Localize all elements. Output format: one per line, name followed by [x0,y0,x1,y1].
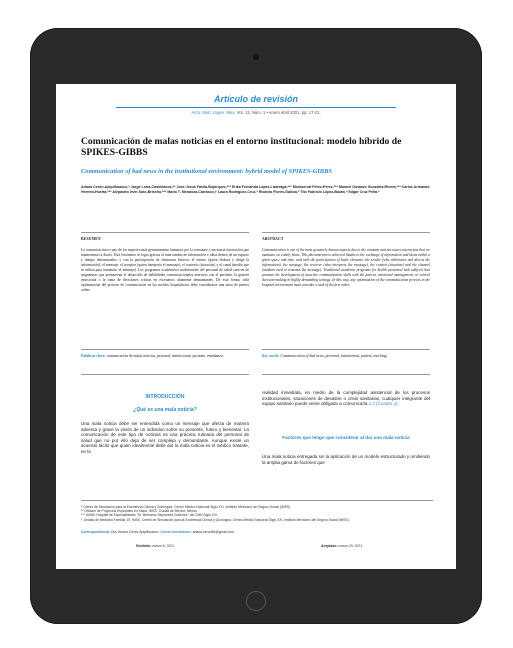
journal-name: Arch. Med. Urgen. Mex. [191,110,236,115]
footnotes [81,505,433,522]
keywords-spanish [81,354,249,359]
footnote: *** UMAE Hospital de Especialidades "Dr. Bernardo Sepúlveda Gutiérrez" del CMN Siglo XXI [81,513,217,518]
keywords-text: comunicación de malas noticias, personal, institucional, paciente, enseñanza. [105,354,224,358]
document-page [56,84,456,569]
camera-dot-icon [253,54,259,60]
abstract-heading: RESUMEN [81,237,101,241]
keywords-english [262,354,430,359]
footnote: * Centro de Simulación para la Excelencia Clínica y Quirúrgica. Centro Médico Nacional Siglo XXI, Instituto Mexicano del Seguro Social (IMSS) [81,505,291,509]
section-rule [116,107,396,108]
factors-heading: Factores que tengo que considerar al dar una mala noticia [282,435,410,440]
abstract-spanish [81,237,249,293]
correspondence-name: Dra. Ariana Cerón-Apipilhuasco. [110,530,161,534]
correspondence-line [81,530,433,534]
intro-heading: INTRODUCCIÓN [145,394,185,400]
article-title: Comunicación de malas noticias en el entorno institucional: modelo híbrido de SPIKES-GIBBS [81,136,402,158]
accepted-label: Aceptado: [321,544,338,548]
abstract-english [262,237,430,288]
citation-details: Vol. 13, Núm. 1 • enero abril 2021, pp: 17-21. [235,110,321,115]
keywords-label: Palabras clave: [81,354,106,358]
table-reference: 1,2 (Cuadro 1). [368,401,399,407]
article-subtitle: Communication of bad news in the institutional environment: hybrid model of SPIKES-GIBBS [81,168,332,175]
abstract-text: La comunicación es uno de los aspectos más genuinamente humanos por la constante y necesaria interacción que mantenemos a diario. Este fenómeno se logra gracias al intercambio de información e ideas dentro de un espacio y tiempo determinados, y con la participación de elementos básicos: el emisor (quien elabora y dirige la información), el mensaje, el receptor (quien interpreta el mensaje), el contexto (situación) y el canal (medio que se utiliza para transmitir el mensaje). Los programas académicos tradicionales del personal de salud carecen de asignaturas que promuevan el desarrollo de habilidades comunicacionales asertivas con el paciente, la gestión emocional o la toma de decisiones críticas en escenarios altamente demandantes. De esta forma, toda optimización del proceso de comunicación en los medios hospitalarios debe considerarse una tarea de primer orden. [81,248,249,292]
divider [81,349,249,350]
question-heading: ¿Qué es una mala noticia? [133,407,197,413]
divider [262,374,430,375]
received-date [136,544,175,548]
footnote: † Unidad de Medicina Familiar 19, IMSS, Centro de Simulación para la Excelencia Clínica y Quirúrgica, Centro Médico Nacional Siglo XXI, Instituto Mexicano del Seguro Social (IMSS). [81,517,350,522]
keywords-text: Communication of bad news, personal, institutional, patient, teaching. [279,354,388,358]
accepted-value: marzo 29, 2021. [337,544,364,548]
correspondence-label: Correspondencia: [81,530,111,534]
footnote: ** División de Proyectos Especiales en Salud, IMSS, Ciudad de México, México [81,509,198,514]
section-label: Artículo de revisión [213,94,299,104]
citation-line [56,110,456,115]
body-right-paragraph [262,390,430,407]
accepted-date [321,544,363,548]
home-button[interactable] [246,591,266,611]
abstract-text: Communication is one of the most genuinely human aspects due to the constant and necessary interaction that we maintain on a daily basis. This phenomenon is achieved thanks to the exchange of information and ideas within a given space and time, and with the participation of basic elements: the sender (who elaborates and directs the information), the message, the receiver (who interprets the message), the context (situation) and the channel (medium used to transmit the message). Traditional academic programs for health personnel lack subjects that promote the development of assertive communication skills with the patient, emotional management, or critical decision-making in highly demanding settings. In this way, any optimization of the communication process in the hospital environment must consider a task of the first order. [262,248,430,287]
email-label: Correo electrónico: [160,530,192,534]
keywords-label: Key words: [262,354,280,358]
author-list: Ariana Cerón-Apipilhuasco,* Jorge Loría-Castellanos,** José Jesús Favila-Bojórquez,*** Erika Fernanda López-Lizárraga,*** Montserrat Pérez-Pérez,*** Manuel Gustavo González-Rivera,*** Carlos Armando Herrera-Huerta,*** Alejandro Irvin Soto-Briseño,*** Mario T. Mendoza-Carrasco,† Laura Rodríguez-Cruz,* Ricardo Flores-Galicia,* Tito Fabricio López-Bazán,* Edgar Cruz Peña.* [81,185,430,195]
divider [81,374,249,375]
received-label: Recibido: [136,544,152,548]
body-right-paragraph-2: Una mala noticia entregada sin la aplicación de un modelo estructurado y omitiendo la amplia gama de factores que [262,454,430,465]
divider [81,232,249,233]
divider [262,232,430,233]
body-right-text: realidad inmediata, en medio de la complejidad asistencial de los procesos institucionales, situaciones de desastre o crisis sanitarias, cualquier integrante del equipo sanitario puede verse obligado a comunicarla. [262,390,430,407]
footnote-divider [81,500,433,501]
abstract-heading: ABSTRACT [262,237,284,241]
received-value: marzo 8, 2021. [151,544,176,548]
divider [262,349,430,350]
body-left-paragraph: Una mala noticia debe ser entendida como un mensaje que afecta de manera adversa y grave la visión de un individuo sobre su presente, futuro y bienestar. La comunicación de este tipo de noticias es una práctica rutinaria del personal de salud que no por ello deja de ser compleja y demandante. Aunque existe un acuerdo tácito que quien idealmente debe dar la mala noticia es el médico tratante, en la [81,421,249,454]
email-address[interactable]: ariana.ceron86@gmail.com [191,530,235,534]
